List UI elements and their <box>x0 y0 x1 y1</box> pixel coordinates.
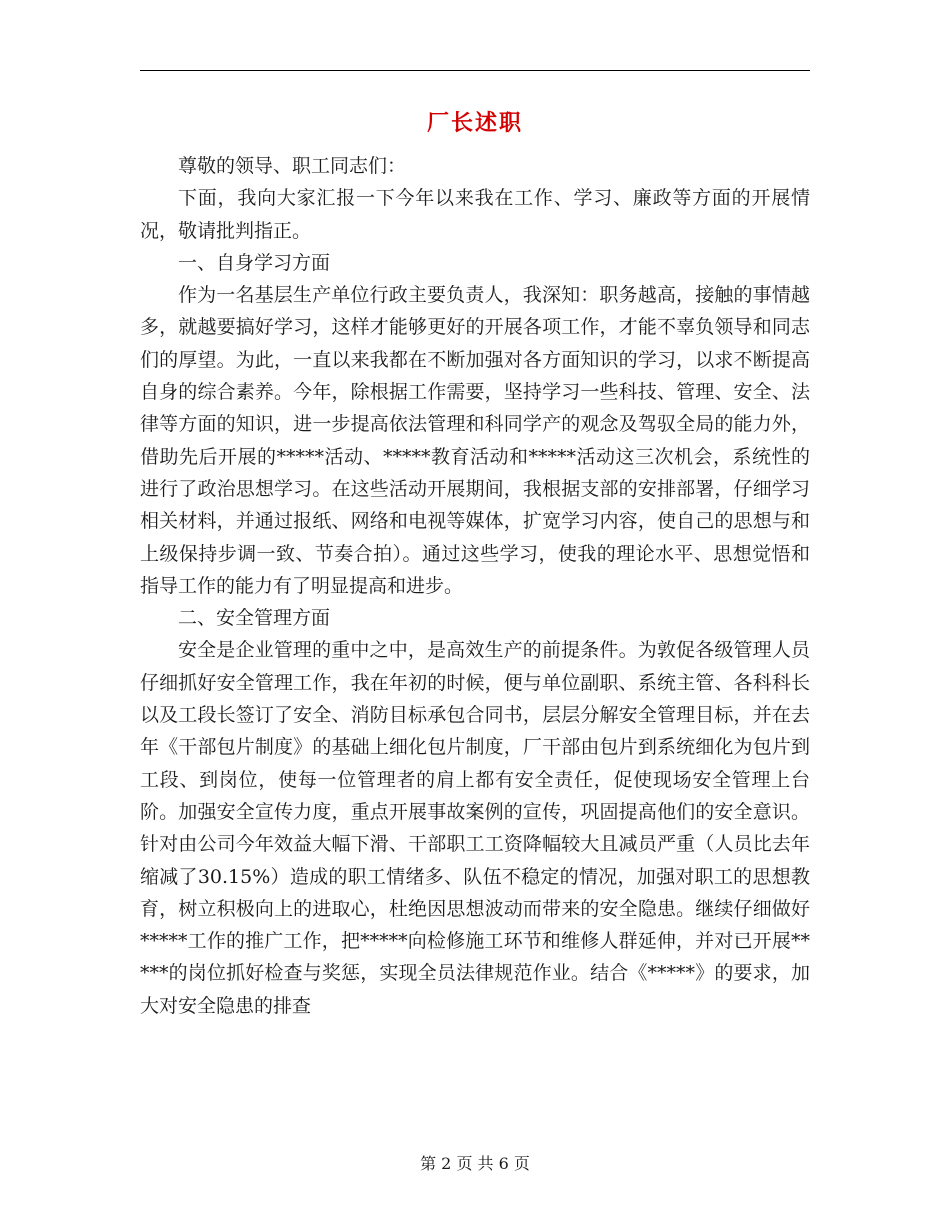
section-heading-safety: 二、安全管理方面 <box>178 607 331 630</box>
section-heading-study: 一、自身学习方面 <box>178 251 331 274</box>
header-rule <box>140 70 810 71</box>
document-title: 厂长述职 <box>426 111 523 136</box>
page-number-footer: 第 2 页 共 6 页 <box>420 1154 530 1173</box>
study-paragraph: 作为一名基层生产单位行政主要负责人，我深知：职务越高，接触的事情越多，就越要搞好学习，这样才能够更好的开展各项工作，才能不辜负领导和同志们的厚望。为此，一直以来我都在不断加强对各方面知识的学习，以求不断提高自身的综合素养。今年，除根据工作需要，坚持学习一些科技、管理、安全、法律等方面的知识，进一步提高依法管理和科同学产的观念及驾驭全局的能力外，借助先后开展的*****活动、*****教育活动和*****活动这三次机会，系统性的进行了政治思想学习。在这些活动开展期间，我根据支部的安排部署，仔细学习相关材料，并通过报纸、网络和电视等媒体，扩宽学习内容，使自己的思想与和上级保持步调一致、节奏合拍）。通过这些学习，使我的理论水平、思想觉悟和指导工作的能力有了明显提高和进步。 <box>140 284 810 597</box>
safety-paragraph: 安全是企业管理的重中之中，是高效生产的前提条件。为敦促各级管理人员仔细抓好安全管理工作，我在年初的时候，便与单位副职、系统主管、各科科长以及工段长签订了安全、消防目标承包合同书，层层分解安全管理目标，并在去年《干部包片制度》的基础上细化包片制度，厂干部由包片到系统细化为包片到工段、到岗位，使每一位管理者的肩上都有安全责任，促使现场安全管理上台阶。加强安全宣传力度，重点开展事故案例的宣传，巩固提高他们的安全意识。针对由公司今年效益大幅下滑、干部职工工资降幅较大且减员严重（人员比去年缩减了30.15%）造成的职工情绪多、队伍不稳定的情况，加强对职工的思想教育，树立积极向上的进取心，杜绝因思想波动而带来的安全隐患。继续仔细做好*****工作的推广工作，把*****向检修施工环节和维修人群延伸，并对已开展*****的岗位抓好检查与奖惩，实现全员法律规范作业。结合《*****》的要求，加大对安全隐患的排查 <box>140 639 810 1017</box>
intro-paragraph: 下面，我向大家汇报一下今年以来我在工作、学习、廉政等方面的开展情况，敬请批判指正。 <box>140 187 810 242</box>
document-body <box>140 150 810 1022</box>
salutation-paragraph: 尊敬的领导、职工同志们： <box>178 155 407 177</box>
